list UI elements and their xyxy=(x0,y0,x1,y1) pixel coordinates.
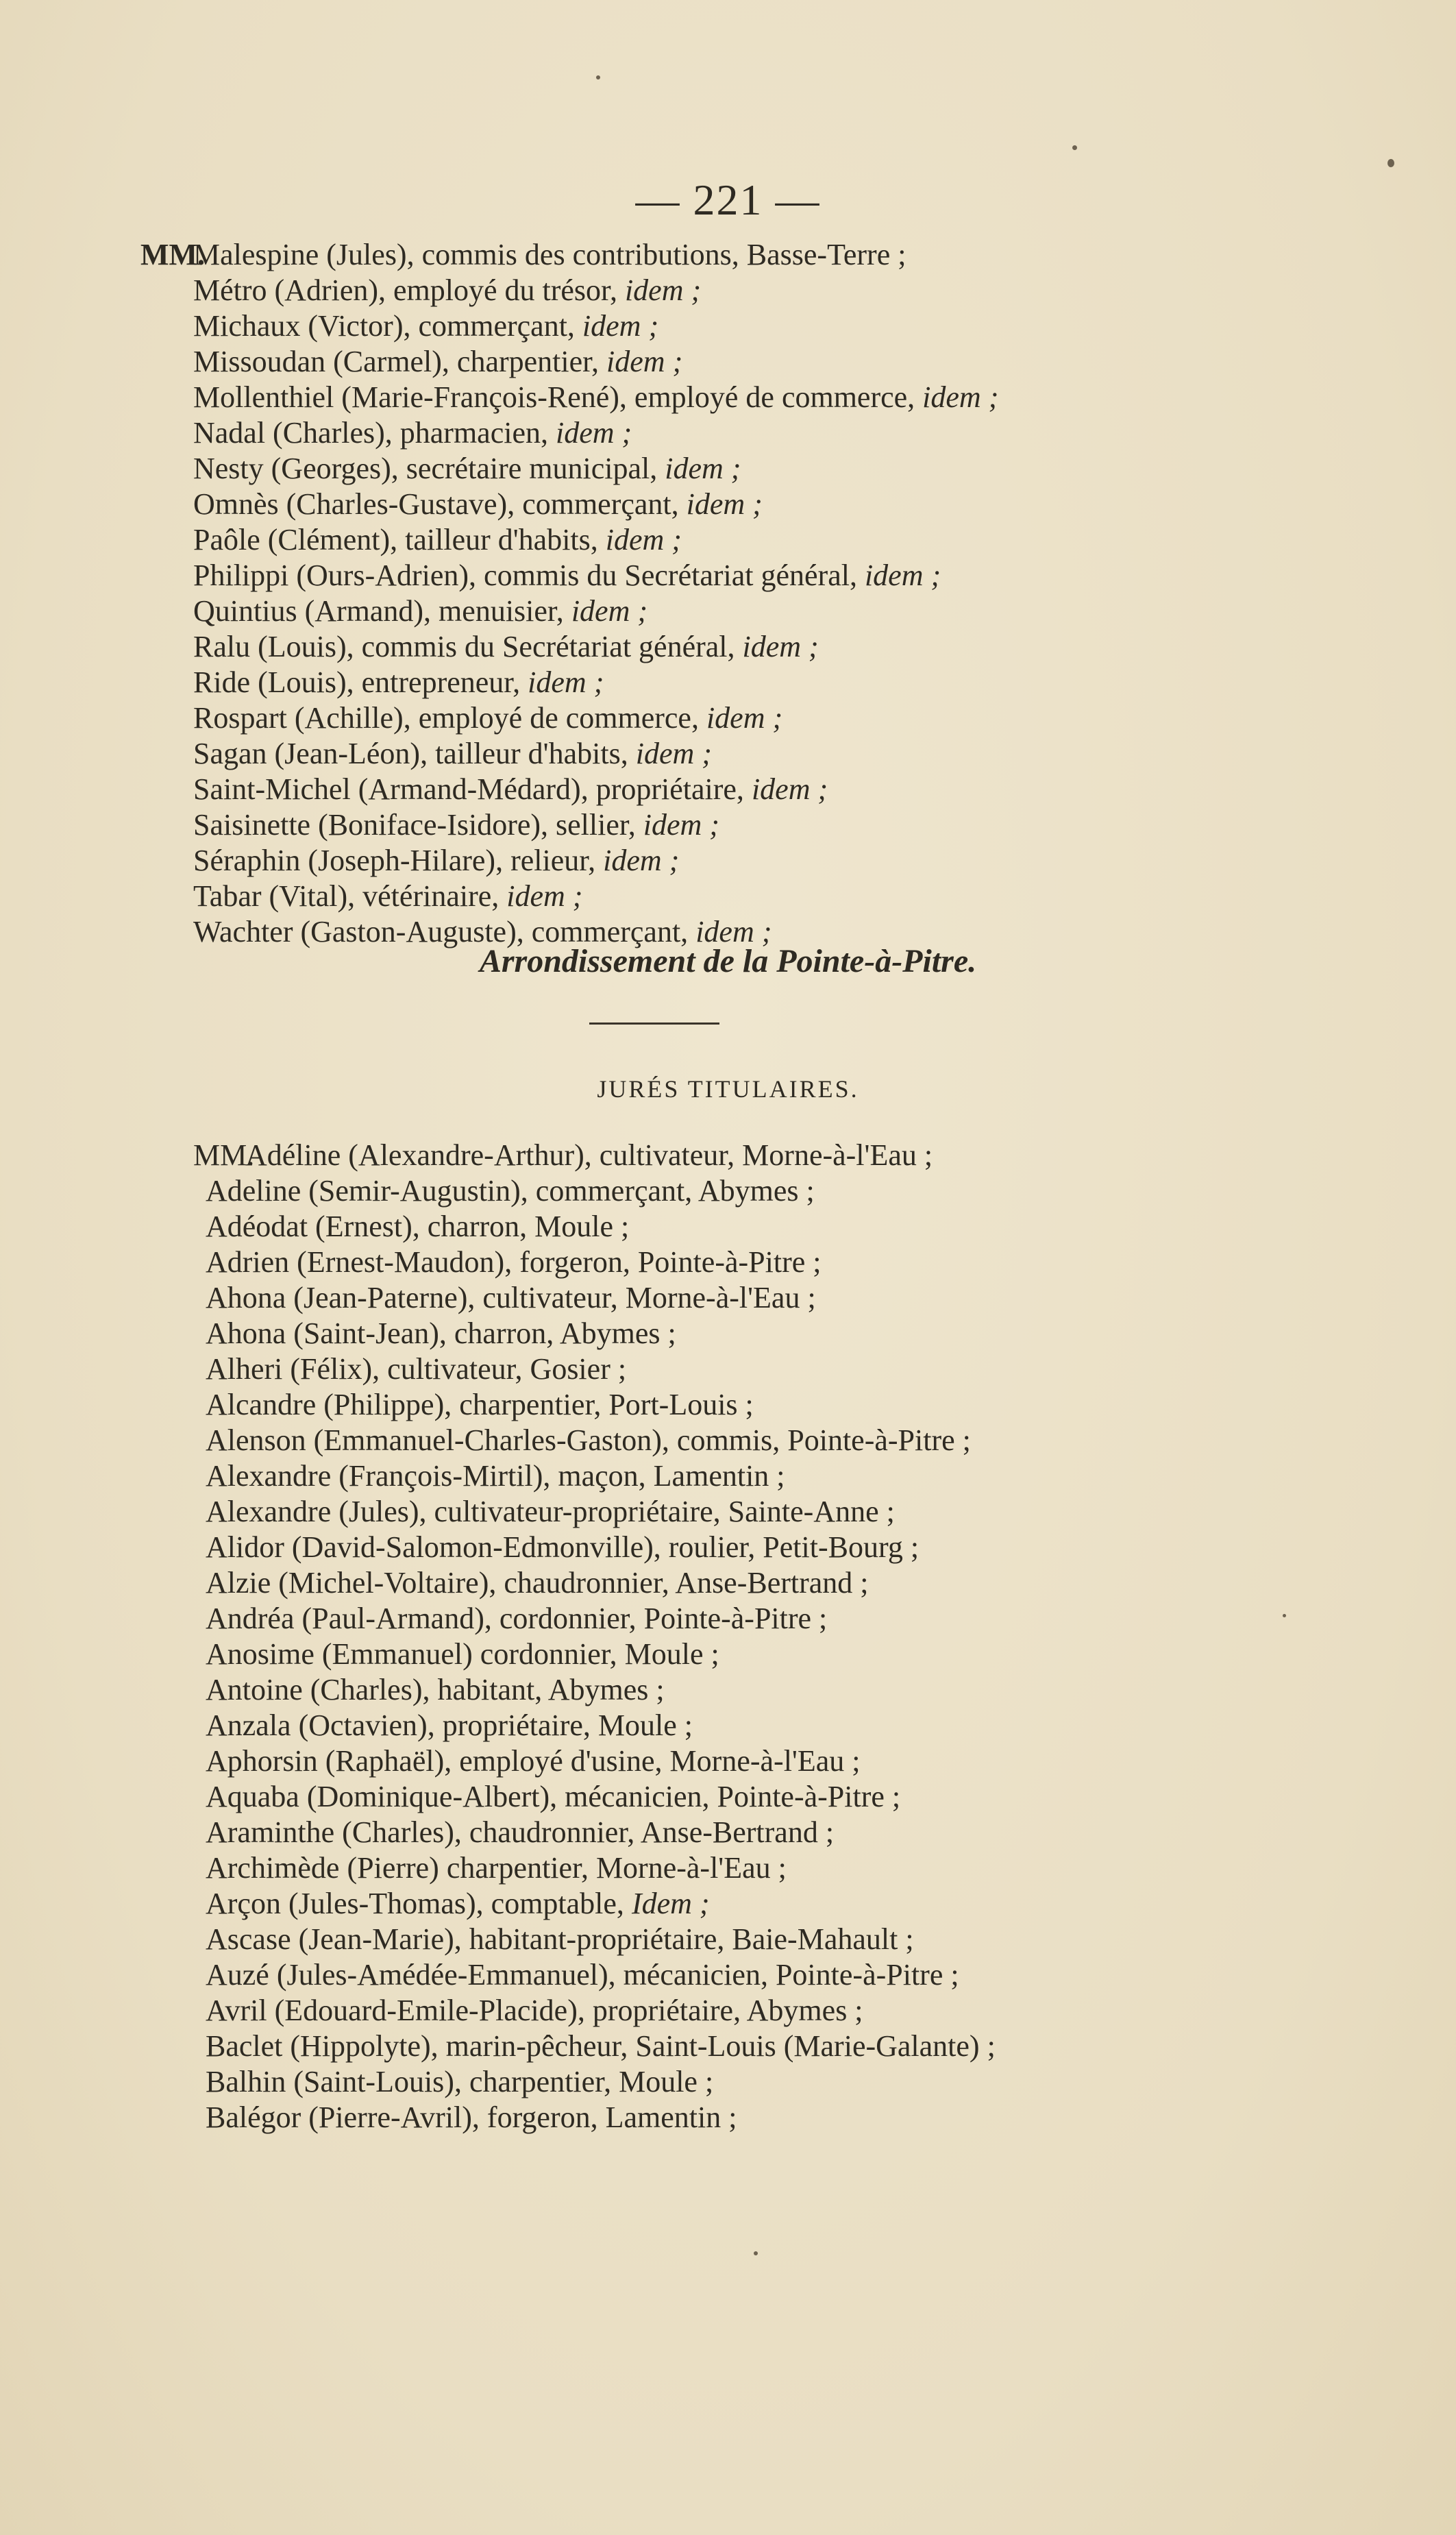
list-item: Philippi (Ours-Adrien), commis du Secrétariat général, idem ; xyxy=(193,559,941,592)
list-item: Mollenthiel (Marie-François-René), employé de commerce, idem ; xyxy=(193,380,999,414)
paper-speck xyxy=(1387,159,1394,167)
paper-speck xyxy=(596,75,600,79)
list-item: Alexandre (François-Mirtil), maçon, Lamentin ; xyxy=(206,1459,785,1493)
list-item: Alcandre (Philippe), charpentier, Port-Louis ; xyxy=(206,1388,754,1421)
list-item: Adeline (Semir-Augustin), commerçant, Abymes ; xyxy=(206,1174,815,1208)
divider xyxy=(589,1022,719,1025)
list-item: Saisinette (Boniface-Isidore), sellier, idem ; xyxy=(193,808,719,842)
list-item: Nadal (Charles), pharmacien, idem ; xyxy=(193,416,632,450)
list-item: Paôle (Clément), tailleur d'habits, idem ; xyxy=(193,523,682,556)
list-item: Alidor (David-Salomon-Edmonville), roulier, Petit-Bourg ; xyxy=(206,1530,920,1564)
list-item: Adrien (Ernest-Maudon), forgeron, Pointe-à-Pitre ; xyxy=(206,1245,822,1279)
list-item: Alheri (Félix), cultivateur, Gosier ; xyxy=(206,1352,627,1386)
list-item: Andréa (Paul-Armand), cordonnier, Pointe-à-Pitre ; xyxy=(206,1602,828,1635)
list-item: Tabar (Vital), vétérinaire, idem ; xyxy=(193,879,583,913)
list-item: Ascase (Jean-Marie), habitant-propriétaire, Baie-Mahault ; xyxy=(206,1922,914,1956)
list-item: Métro (Adrien), employé du trésor, idem ; xyxy=(193,273,702,307)
list-item: Antoine (Charles), habitant, Abymes ; xyxy=(206,1673,665,1706)
list-item: Balhin (Saint-Louis), charpentier, Moule ; xyxy=(206,2065,714,2098)
list-item: Malespine (Jules), commis des contributions, Basse-Terre ; xyxy=(193,238,906,271)
list-item: Ralu (Louis), commis du Secrétariat général, idem ; xyxy=(193,630,819,663)
list-item: Aphorsin (Raphaël), employé d'usine, Morne-à-l'Eau ; xyxy=(206,1744,861,1778)
list-item: Ride (Louis), entrepreneur, idem ; xyxy=(193,665,604,699)
paper-speck xyxy=(1072,145,1077,150)
bottom-juror-list xyxy=(245,1138,933,1173)
list-item: Aquaba (Dominique-Albert), mécanicien, Pointe-à-Pitre ; xyxy=(206,1780,901,1813)
paper-speck xyxy=(754,2251,758,2255)
section-title: Arrondissement de la Pointe-à-Pitre. xyxy=(479,943,977,979)
top-juror-list xyxy=(193,237,998,950)
list-item: Rospart (Achille), employé de commerce, idem ; xyxy=(193,701,783,735)
subheading: JURÉS TITULAIRES. xyxy=(597,1075,859,1103)
list-item: Quintius (Armand), menuisier, idem ; xyxy=(193,594,647,628)
list-item: Baclet (Hippolyte), marin-pêcheur, Saint-Louis (Marie-Galante) ; xyxy=(206,2029,996,2063)
list-item: Alexandre (Jules), cultivateur-propriétaire, Sainte-Anne ; xyxy=(206,1495,895,1528)
list-item: Sagan (Jean-Léon), tailleur d'habits, idem ; xyxy=(193,737,712,770)
list-item: Ahona (Jean-Paterne), cultivateur, Morne-à-l'Eau ; xyxy=(206,1281,816,1314)
list-item: Arçon (Jules-Thomas), comptable, Idem ; xyxy=(206,1887,710,1920)
list-item: Ahona (Saint-Jean), charron, Abymes ; xyxy=(206,1317,676,1350)
list-item: Missoudan (Carmel), charpentier, idem ; xyxy=(193,345,683,378)
bottom-juror-list-continued xyxy=(206,1173,996,2135)
list-item: Araminthe (Charles), chaudronnier, Anse-Bertrand ; xyxy=(206,1815,835,1849)
list-item: Balégor (Pierre-Avril), forgeron, Lamentin ; xyxy=(206,2101,737,2134)
list-item: Nesty (Georges), secrétaire municipal, idem ; xyxy=(193,452,741,485)
top-list-prefix: MM. xyxy=(140,238,206,271)
list-item: Wachter (Gaston-Auguste), commerçant, idem ; xyxy=(193,915,772,948)
list-item: Anosime (Emmanuel) cordonnier, Moule ; xyxy=(206,1637,719,1671)
list-item: Adéodat (Ernest), charron, Moule ; xyxy=(206,1210,630,1243)
list-item: Séraphin (Joseph-Hilare), relieur, idem ; xyxy=(193,844,680,877)
list-item: Auzé (Jules-Amédée-Emmanuel), mécanicien, Pointe-à-Pitre ; xyxy=(206,1958,959,1992)
page-number: — 221 — xyxy=(635,175,821,224)
list-item: Omnès (Charles-Gustave), commerçant, idem ; xyxy=(193,487,763,521)
list-item: Alzie (Michel-Voltaire), chaudronnier, Anse-Bertrand ; xyxy=(206,1566,869,1600)
list-item: Alenson (Emmanuel-Charles-Gaston), commis, Pointe-à-Pitre ; xyxy=(206,1423,971,1457)
list-item: Saint-Michel (Armand-Médard), propriétaire, idem ; xyxy=(193,772,828,806)
paper-speck xyxy=(1283,1614,1286,1617)
bottom-list-prefix: MM. xyxy=(193,1138,255,1172)
list-item: Adéline (Alexandre-Arthur), cultivateur, Morne-à-l'Eau ; xyxy=(245,1138,933,1172)
list-item: Anzala (Octavien), propriétaire, Moule ; xyxy=(206,1709,693,1742)
list-item: Michaux (Victor), commerçant, idem ; xyxy=(193,309,659,343)
list-item: Archimède (Pierre) charpentier, Morne-à-l'Eau ; xyxy=(206,1851,787,1885)
list-item: Avril (Edouard-Emile-Placide), propriétaire, Abymes ; xyxy=(206,1994,863,2027)
